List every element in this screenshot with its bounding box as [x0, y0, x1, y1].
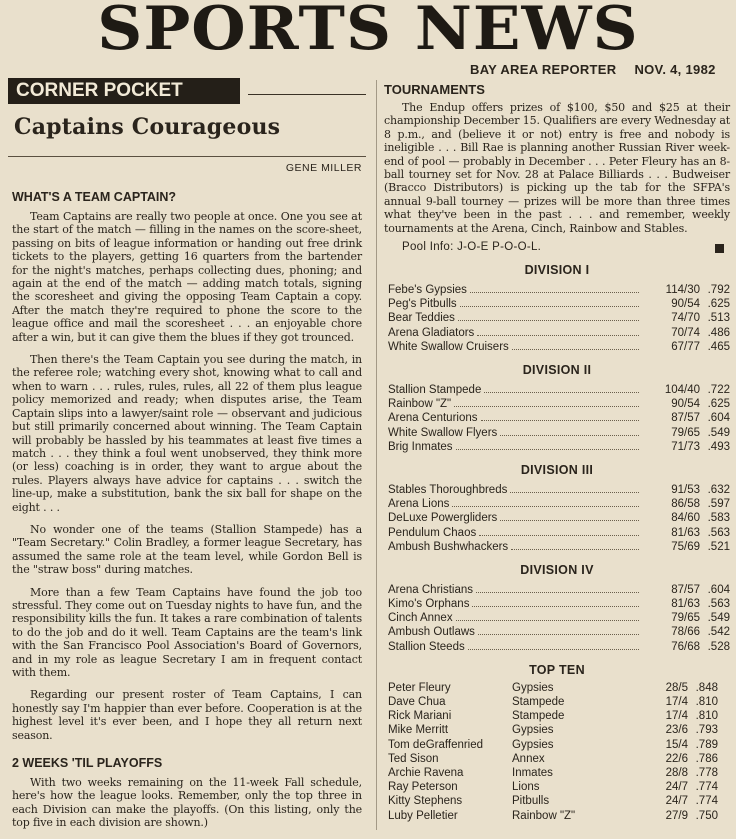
win-pct: .486	[707, 326, 730, 339]
win-pct: .542	[707, 626, 730, 639]
win-pct: .632	[707, 483, 730, 496]
player-name: Ray Peterson	[388, 781, 458, 794]
win-pct: .521	[707, 540, 730, 553]
dot-leader	[452, 496, 639, 507]
team-name: Bear Teddies	[388, 312, 455, 325]
top-ten-row	[388, 753, 730, 767]
player-team: Lions	[512, 781, 540, 794]
standings-row	[388, 382, 730, 396]
team-name: Pendulum Chaos	[388, 526, 477, 539]
player-pct: .750	[695, 809, 718, 822]
win-pct: .604	[707, 583, 730, 596]
standings-table	[388, 482, 730, 553]
win-pct: .597	[707, 498, 730, 511]
top-ten-row	[388, 696, 730, 710]
win-pct: .583	[707, 512, 730, 525]
team-record: 86/58	[671, 498, 700, 511]
section-heading: WHAT'S A TEAM CAPTAIN?	[12, 190, 177, 204]
player-pct: .789	[695, 738, 718, 751]
top-ten-row	[388, 739, 730, 753]
team-record: 75/69	[671, 540, 700, 553]
dot-leader	[481, 410, 640, 421]
column-label-rule	[248, 94, 366, 95]
team-name: Peg's Pitbulls	[388, 298, 457, 311]
team-name: Stallion Steeds	[388, 640, 465, 653]
player-pct: .786	[695, 752, 718, 765]
team-name: Ambush Outlaws	[388, 626, 475, 639]
win-pct: .625	[707, 398, 730, 411]
publication-name: BAY AREA REPORTER	[470, 62, 617, 77]
player-team: Gypsies	[512, 724, 554, 737]
dot-leader	[472, 596, 639, 607]
team-name: Arena Gladiators	[388, 326, 475, 339]
team-record: 74/70	[671, 312, 700, 325]
dot-leader	[460, 296, 639, 307]
player-pct: .793	[695, 724, 718, 737]
team-name: Rainbow "Z"	[388, 398, 452, 411]
player-record: 23/6	[665, 724, 688, 737]
division-title: DIVISION I	[524, 263, 590, 278]
team-record: 78/66	[671, 626, 700, 639]
standings-table	[388, 282, 730, 353]
team-record: 114/30	[665, 284, 700, 297]
win-pct: .513	[707, 312, 730, 325]
player-name: Peter Fleury	[388, 681, 451, 694]
team-record: 104/40	[664, 384, 700, 396]
win-pct: .528	[707, 640, 730, 653]
player-record: 24/7	[665, 795, 688, 808]
column-label: CORNER POCKET	[8, 78, 240, 104]
top-ten-row	[388, 795, 730, 809]
standings-row	[388, 439, 730, 453]
top-ten-row	[388, 781, 730, 795]
column-divider	[376, 80, 377, 830]
team-record: 91/53	[671, 483, 700, 496]
player-pct: .774	[695, 781, 718, 794]
standings-table	[388, 382, 730, 453]
player-record: 22/6	[665, 752, 688, 765]
standings-row	[388, 525, 730, 539]
article-paragraph: Then there's the Team Captain you see during the match, in the referee role; watching every shot, knowing what to call and when to warn . . . rules, rules, rules, all 22 of them plus league policy memorized and ready; when disputes arise, the Team Captain slips into a lawyer/saint role — observant and judicious but still primarily concerned about winning. The Team Captain will probably be hassled by his teammates at least five times a match . . . they think a foul went unobserved, they think more (or less) coaching is in order, they want to argue about the rules. Players always have advice for captains . . . switch the line-up, make a substitution, bank the six ball for shape on the eight . . .	[12, 353, 362, 514]
team-name: Arena Lions	[388, 498, 450, 511]
standings-row	[388, 582, 730, 596]
team-record: 76/68	[671, 640, 700, 653]
team-record: 71/73	[671, 440, 700, 453]
standings-row	[388, 296, 730, 310]
tournaments-heading: TOURNAMENTS	[384, 82, 485, 97]
division-title: DIVISION II	[522, 363, 592, 377]
team-record: 67/77	[671, 340, 700, 353]
masthead-title: SPORTS NEWS	[97, 0, 639, 64]
team-name: Febe's Gypsies	[388, 284, 467, 297]
byline: GENE MILLER	[285, 162, 362, 174]
team-name: White Swallow Flyers	[388, 426, 498, 439]
win-pct: .563	[707, 598, 730, 611]
dot-leader	[456, 610, 639, 621]
top-ten-row	[388, 724, 730, 738]
player-name: Rick Mariani	[388, 710, 452, 723]
player-record: 17/4	[665, 696, 688, 708]
issue-date: NOV. 4, 1982	[634, 62, 716, 77]
player-name: Tom deGraffenried	[388, 738, 484, 751]
division-title: DIVISION IV	[520, 562, 594, 577]
dot-leader	[458, 310, 639, 321]
standings-row	[388, 539, 730, 553]
dot-leader	[456, 439, 639, 450]
player-team: Rainbow "Z"	[512, 809, 576, 822]
win-pct: .465	[707, 340, 730, 353]
top-ten-title: TOP TEN	[529, 662, 585, 677]
top-ten-row	[388, 767, 730, 781]
team-name: Cinch Annex	[388, 612, 453, 625]
article-headline: Captains Courageous	[14, 114, 281, 140]
dot-leader	[477, 325, 639, 336]
team-name: Arena Centurions	[388, 412, 478, 425]
player-name: Ted Sison	[388, 752, 439, 765]
pool-info-text: Pool Info: J-O-E P-O-O-L.	[402, 241, 542, 254]
team-record: 81/63	[671, 598, 700, 611]
player-record: 15/4	[665, 738, 688, 751]
player-team: Pitbulls	[512, 795, 550, 808]
team-name: Stables Thoroughbreds	[388, 483, 508, 496]
article-column	[8, 78, 366, 839]
article-paragraph: With two weeks remaining on the 11-week Fall schedule, here's how the league looks. Remember, only the top three in each Division can make the playoffs. (On this listing, only the top five in each division are shown.)	[12, 776, 362, 830]
win-pct: .792	[707, 284, 730, 297]
division-title: DIVISION III	[520, 462, 594, 477]
dot-leader	[476, 582, 639, 593]
player-pct: .778	[695, 766, 718, 779]
top-ten-row	[388, 810, 730, 824]
team-record: 87/57	[671, 583, 700, 596]
team-name: DeLuxe Powergliders	[388, 512, 498, 525]
byline-rule	[8, 156, 366, 157]
publication-line	[470, 62, 730, 77]
article-paragraph: No wonder one of the teams (Stallion Stampede) has a "Team Secretary." Colin Bradley, a former league Secretary, has assumed the same role at the team level, while Gordon Bell is the "straw boss" during matches.	[12, 522, 362, 577]
end-mark-icon	[715, 244, 724, 253]
article-paragraph: Regarding our present roster of Team Captains, I can honestly say I'm happier than ever before. Cooperation is at the highest level it's ever been, and I hope they all return next season.	[12, 688, 362, 742]
dot-leader	[478, 624, 639, 635]
player-team: Gypsies	[512, 738, 554, 751]
player-record: 28/5	[665, 681, 688, 694]
standings-row	[388, 596, 730, 610]
player-record: 28/8	[665, 766, 688, 779]
standings-row	[388, 639, 730, 653]
player-name: Dave Chua	[388, 696, 446, 708]
tournaments-paragraph: The Endup offers prizes of $100, $50 and $25 at their championship December 15. Qualifiers are every Wednesday at 8 p.m., and (believe it or not) entry is free and nobody is ineligible . . . Bill Rae is planning another Russian River week-end of pool — probably in December . . . Peter Fleury has an 8-ball tourney set for Nov. 28 at Palace Billiards . . . Budweiser (Bracco Distributors) is picking up the tab for the SFPA's annual 9-ball tourney — prizes will be more than three times what they've been in the past . . . and remember, weekly tournaments at the Arena, Cinch, Rainbow and Stables.	[384, 101, 730, 235]
team-record: 84/60	[671, 512, 700, 525]
player-pct: .848	[695, 681, 718, 694]
team-record: 79/65	[671, 612, 700, 625]
column-label-row	[8, 78, 366, 104]
standings-row	[388, 339, 730, 353]
player-team: Annex	[512, 752, 545, 765]
dot-leader	[484, 382, 639, 393]
dot-leader	[511, 539, 639, 550]
standings-column	[384, 80, 730, 824]
byline-row	[8, 150, 366, 178]
standings-row	[388, 396, 730, 410]
dot-leader	[470, 282, 639, 293]
player-name: Mike Merritt	[388, 724, 449, 737]
standings-row	[388, 410, 730, 424]
article-paragraph: More than a few Team Captains have found the job too stressful. They come out on Tuesday nights to have fun, and the responsibility kills the fun. It takes a rare combination of talents to do the job and do it well. Team Captains are the team's link with the San Francisco Pool Association's Board of Governors, and in my role as league Secretary I am in frequent contact with them.	[12, 585, 362, 679]
dot-leader	[512, 339, 639, 350]
player-team: Stampede	[512, 696, 565, 708]
win-pct: .549	[707, 426, 730, 439]
player-pct: .774	[695, 795, 718, 808]
standings-row	[388, 624, 730, 638]
standings-row	[388, 482, 730, 496]
team-name: Brig Inmates	[388, 440, 453, 453]
article-paragraph: Team Captains are really two people at once. One you see at the start of the match — filling in the names on the score-sheet, passing on bits of league information or handing out free drink tickets to the players, getting 16 quarters from the bartender for the night's matches, perhaps collecting dues, phoning; and again at the end of the match — adding match totals, signing the scoresheet and giving the opposing Team Captain a copy. After the match they're required to phone the score to the league office and mail the scoresheet . . . an enjoyable chore after a win, but it can give them the blues if they got trounced.	[12, 210, 362, 344]
player-name: Luby Pelletier	[388, 809, 458, 822]
win-pct: .493	[707, 440, 730, 453]
team-name: White Swallow Cruisers	[388, 340, 509, 353]
top-ten-row	[388, 682, 730, 696]
top-ten-table	[388, 682, 730, 824]
standings-row	[388, 496, 730, 510]
team-name: Kimo's Orphans	[388, 598, 470, 611]
player-team: Stampede	[512, 710, 565, 723]
player-pct: .810	[695, 696, 718, 708]
team-record: 87/57	[671, 412, 700, 425]
player-team: Gypsies	[512, 681, 554, 694]
win-pct: .722	[707, 384, 730, 396]
dot-leader	[479, 525, 639, 536]
standings-row	[388, 425, 730, 439]
win-pct: .563	[707, 526, 730, 539]
division-standings	[384, 263, 730, 653]
win-pct: .604	[707, 412, 730, 425]
dot-leader	[454, 396, 639, 407]
team-record: 70/74	[671, 326, 700, 339]
team-record: 90/54	[671, 398, 700, 411]
team-name: Ambush Bushwhackers	[388, 540, 509, 553]
win-pct: .549	[707, 612, 730, 625]
team-record: 81/63	[671, 526, 700, 539]
player-record: 24/7	[665, 781, 688, 794]
section-heading: 2 WEEKS 'TIL PLAYOFFS	[12, 756, 163, 771]
standings-row	[388, 510, 730, 524]
dot-leader	[500, 425, 639, 436]
player-name: Kitty Stephens	[388, 795, 463, 808]
standings-row	[388, 310, 730, 324]
team-record: 90/54	[671, 298, 700, 311]
player-name: Archie Ravena	[388, 766, 464, 779]
dot-leader	[500, 510, 639, 521]
player-record: 17/4	[665, 710, 688, 723]
player-team: Inmates	[512, 766, 553, 779]
dot-leader	[510, 482, 639, 493]
team-name: Stallion Stampede	[388, 384, 482, 396]
top-ten-row	[388, 710, 730, 724]
standings-row	[388, 282, 730, 296]
standings-table	[388, 582, 730, 653]
standings-row	[388, 610, 730, 624]
team-name: Arena Christians	[388, 583, 474, 596]
dot-leader	[468, 639, 639, 650]
pool-info	[402, 241, 730, 253]
win-pct: .625	[707, 298, 730, 311]
team-record: 79/65	[671, 426, 700, 439]
player-pct: .810	[695, 710, 718, 723]
standings-row	[388, 325, 730, 339]
player-record: 27/9	[665, 809, 688, 822]
